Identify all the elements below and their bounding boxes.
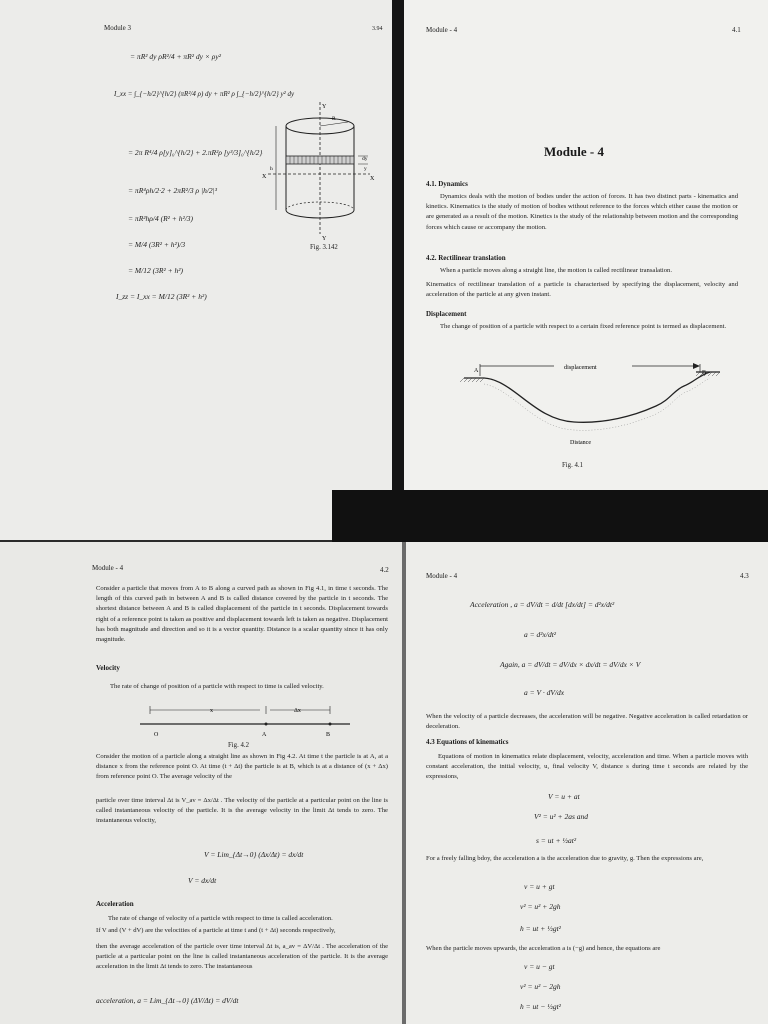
- page-header-left: Module - 4: [92, 564, 124, 572]
- equation-line: h = ut + ½gt²: [520, 924, 561, 933]
- fig-label: X: [262, 174, 267, 180]
- paragraph: For a freely falling bdoy, the acceleration a is the acceleration due to gravity, g. Then the expressions are,: [426, 855, 704, 862]
- equation-line: v² = u² + 2gh: [520, 902, 561, 911]
- page-number: 3.94: [372, 26, 383, 32]
- fig-label: X: [370, 176, 375, 182]
- module-title: Module - 4: [544, 144, 604, 159]
- equation-line: v = u − gt: [524, 962, 555, 971]
- paragraph: then the average acceleration of the particle over time interval Δt is, a_av = ΔV/Δt . The acceleration of the particle at a particular point on the line is called instantaneous acceleration of the particle. It is the average acceleration in the limit Δt tends to zero. The instantaneous: [96, 943, 388, 971]
- page-4-2: [0, 542, 402, 1024]
- equation-line: = πR²hρ/4 (R² + h²/3): [128, 214, 194, 223]
- equation-line: s = ut + ½at²: [536, 836, 577, 845]
- paragraph: The change of position of a particle with respect to a certain fixed reference point is termed as displacement.: [440, 323, 727, 330]
- paragraph: Equations of motion in kinematics relate displacement, velocity, acceleration and time. When a particle moves with constant acceleration, the initial velocity, u, final velocity V, distance s during time t seconds are related by the expressions,: [426, 753, 748, 781]
- paragraph: The rate of change of position of a particle with respect to time is called velocity.: [110, 683, 324, 690]
- equation-line: a = d²x/dt²: [524, 630, 557, 639]
- equation-line: V = u + at: [548, 792, 580, 801]
- equation-line: acceleration, a = Lim_{Δt→0} (ΔV/Δt) = dV/dt: [96, 996, 239, 1005]
- equation-line: = 2π R⁴/4 ρ[y]₀^{h/2} + 2.πR²ρ [y³/3]₀^{h/2}: [128, 148, 263, 157]
- scan-shadow: [332, 490, 768, 542]
- figure-caption: Fig. 4.2: [228, 742, 249, 749]
- paragraph: Consider a particle that moves from A to B along a curved path as shown in Fig 4.1, in time t seconds. The length of this curved path in between A and B is called distance covered by the particle in t seconds. The shortest distance between A and B is called displacement of the particle in t seconds. Displacement towards right of a reference point is taken as positive and displacement towards left is taken as negative. Displacement has both magnitude and direction and so it is a vector quantity. Distance is a scalar quantity since it has only magnitude.: [96, 585, 388, 644]
- page-4-3: [406, 542, 768, 1024]
- equation-line: a = V · dV/dx: [524, 688, 565, 697]
- section-heading: Velocity: [96, 664, 120, 672]
- fig-label: Y: [322, 236, 327, 240]
- equation-line: v = u + gt: [524, 882, 555, 891]
- fig-label: dy: [362, 156, 368, 162]
- fig-label: B: [326, 732, 331, 738]
- fig-label: h: [270, 166, 273, 172]
- paragraph: When the particle moves upwards, the acceleration a is (−g) and hence, the equations are: [426, 945, 661, 952]
- cylinder-figure: [258, 100, 378, 240]
- displacement-figure: [444, 350, 734, 450]
- fig-label-displacement: displacement: [564, 364, 597, 371]
- paragraph: particle over time interval Δt is V_av = Δx/Δt . The velocity of the particle at a particular point on the line is called instantaneous velocity of the particle. It is the average velocity in the limit Δt tends to zero. The instantaneous velocity,: [96, 797, 388, 825]
- section-heading: 4.3 Equations of kinematics: [426, 738, 509, 746]
- equation-line: V = dx/dt: [188, 876, 217, 885]
- equation-line: I_zz = I_xx = M/12 (3R² + h²): [116, 292, 207, 301]
- page-number: 4.1: [732, 26, 741, 34]
- page-number: 4.3: [740, 572, 749, 580]
- equation-line: = M/12 (3R² + h²): [128, 266, 184, 275]
- equation-line: = πR² dy ρR²/4 + πR² dy × ρy²: [130, 52, 221, 61]
- page-number: 4.2: [380, 566, 389, 574]
- section-heading: 4.1. Dynamics: [426, 180, 468, 188]
- page-4-1: [404, 0, 768, 520]
- paragraph: When a particle moves along a straight line, the motion is called rectilinear transalation.: [440, 267, 672, 274]
- fig-label: A: [262, 732, 267, 738]
- fig-label-b: B: [702, 370, 707, 376]
- fig-label: O: [154, 732, 159, 738]
- section-heading: Acceleration: [96, 900, 134, 908]
- equation-line: V² = u² + 2as and: [534, 812, 588, 821]
- equation-line: = M/4 (3R² + h²)/3: [128, 240, 186, 249]
- figure-caption: Fig. 4.1: [562, 462, 583, 469]
- page-3-94: [0, 0, 392, 540]
- fig-label-distance: Distance: [570, 440, 591, 446]
- fig-label-a: A: [474, 368, 479, 374]
- paragraph: Kinematics of rectilinear translation of a particle is characterised by specifying the displacement, velocity and acceleration of the particle at any given instant.: [426, 281, 738, 299]
- book-gutter-top: [392, 0, 404, 540]
- line-figure: [140, 700, 350, 740]
- equation-line: v² = u² − 2gh: [520, 982, 561, 991]
- fig-label: Y: [322, 104, 327, 110]
- fig-label: R: [332, 116, 336, 122]
- equation-line: = πR⁴ρh/2·2 + 2πR²/3 ρ |h/2|³: [128, 186, 217, 195]
- equation-line: h = ut − ½gt²: [520, 1002, 561, 1011]
- page-header-left: Module 3: [104, 24, 132, 32]
- paragraph: If V and (V + dV) are the velocities of a particle at time t and (t + Δt) seconds respectively,: [96, 927, 336, 934]
- figure-caption: Fig. 3.142: [310, 244, 338, 251]
- equation-line: Acceleration , a = dV/dt = d/dt [dx/dt] = d²x/dt²: [470, 600, 615, 609]
- equation-line: Again, a = dV/dt = dV/dx × dx/dt = dV/dx × V: [500, 660, 641, 669]
- section-heading: 4.2. Rectilinear translation: [426, 254, 506, 262]
- page-header-left: Module - 4: [426, 26, 458, 34]
- paragraph: The rate of change of velocity of a particle with respect to time is called acceleration.: [108, 915, 333, 922]
- paragraph: When the velocity of a particle decreases, the acceleration will be negative. Negative acceleration is called retardation or deceleration.: [426, 713, 748, 731]
- page-header-left: Module - 4: [426, 572, 458, 580]
- equation-line: I_xx = ∫_{−h/2}^{h/2} (πR²/4 ρ) dy + πR² ρ ∫_{−h/2}^{h/2} y² dy: [114, 90, 295, 98]
- paragraph: Consider the motion of a particle along a straight line as shown in Fig 4.2. At time t the particle is at A, at a distance x from the reference point O. At time (t + Δt) the particle is at B, which is at a distance of (x + Δx) from reference point O. The average velocity of the: [96, 753, 388, 781]
- section-heading: Displacement: [426, 310, 467, 318]
- fig-label: x: [210, 708, 213, 714]
- fig-label: y: [364, 166, 367, 172]
- equation-line: V = Lim_{Δt→0} (Δx/Δt) = dx/dt: [204, 850, 304, 859]
- paragraph: Dynamics deals with the motion of bodies under the action of forces. It has two distinct parts - kinematics and kinetics. Kinematics is the study of motion of bodies without reference to the forces which either cause the motion or are generated as a result of the motion. Kinetics is the study of the relationship between motion and the corresponding forces which cause or accompany the motion.: [426, 193, 738, 231]
- fig-label: Δx: [294, 708, 301, 714]
